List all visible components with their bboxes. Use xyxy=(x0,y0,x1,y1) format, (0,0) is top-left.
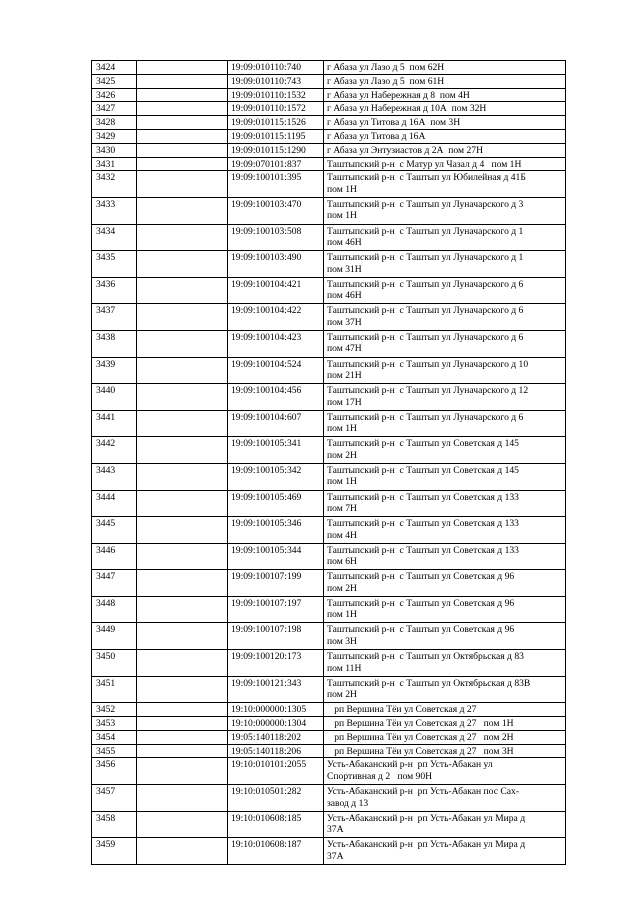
address-cell xyxy=(324,61,566,75)
row-number-cell: 3443 xyxy=(92,463,137,490)
table-row xyxy=(92,703,566,717)
table-row xyxy=(92,304,566,331)
empty-cell xyxy=(137,224,228,251)
address-cell xyxy=(324,224,566,251)
table-row xyxy=(92,88,566,102)
table-row xyxy=(92,650,566,677)
row-number-cell: 3433 xyxy=(92,197,137,224)
address-cell xyxy=(324,410,566,437)
row-number-cell: 3447 xyxy=(92,570,137,597)
empty-cell xyxy=(137,143,228,157)
address-cell xyxy=(324,543,566,570)
table-row xyxy=(92,116,566,130)
address-cell xyxy=(324,650,566,677)
address-line: Спортивная д 2 пом 90Н xyxy=(327,770,433,782)
cadastral-number-cell: 19:10:010501:282 xyxy=(228,785,324,812)
table-row xyxy=(92,730,566,744)
cadastral-number-cell: 19:09:100104:422 xyxy=(228,304,324,331)
cadastral-number-cell: 19:10:000000:1305 xyxy=(228,703,324,717)
row-number-cell: 3454 xyxy=(92,730,137,744)
address-line: Усть-Абаканский р-н рп Усть-Абакан ул Мира д xyxy=(327,839,526,851)
table-row xyxy=(92,811,566,838)
empty-cell xyxy=(137,116,228,130)
cadastral-number-cell: 19:09:100104:607 xyxy=(228,410,324,437)
table-row xyxy=(92,463,566,490)
table-row xyxy=(92,384,566,411)
row-number-cell: 3444 xyxy=(92,490,137,517)
address-line: Таштыпский р-н с Таштып ул Юбилейная д 41Б xyxy=(327,172,526,184)
address-line: г Абаза ул Энтузиастов д 2А пом 27Н xyxy=(327,144,484,156)
cadastral-number-cell: 19:09:100101:395 xyxy=(228,171,324,198)
empty-cell xyxy=(137,650,228,677)
table-row xyxy=(92,717,566,731)
empty-cell xyxy=(137,811,228,838)
empty-cell xyxy=(137,157,228,171)
cadastral-number-cell: 19:09:100105:344 xyxy=(228,543,324,570)
address-line: Таштыпский р-н с Таштып ул Советская д 145 xyxy=(327,438,519,450)
address-line: пом 6Н xyxy=(327,556,357,568)
row-number-cell: 3428 xyxy=(92,116,137,130)
address-line: пом 1Н xyxy=(327,183,357,195)
table-row xyxy=(92,517,566,544)
cadastral-number-cell: 19:09:100105:341 xyxy=(228,437,324,464)
empty-cell xyxy=(137,703,228,717)
address-line: Таштыпский р-н с Таштып ул Луначарского д 3 xyxy=(327,198,524,210)
row-number-cell: 3448 xyxy=(92,596,137,623)
address-line: рп Вершина Тёи ул Советская д 27 пом 2Н xyxy=(327,731,514,743)
empty-cell xyxy=(137,61,228,75)
empty-cell xyxy=(137,330,228,357)
row-number-cell: 3453 xyxy=(92,717,137,731)
address-cell xyxy=(324,197,566,224)
table-row xyxy=(92,251,566,278)
address-line: пом 37Н xyxy=(327,316,362,328)
cadastral-number-cell: 19:09:100105:342 xyxy=(228,463,324,490)
address-line: пом 46Н xyxy=(327,237,362,249)
row-number-cell: 3449 xyxy=(92,623,137,650)
table-row xyxy=(92,357,566,384)
address-cell xyxy=(324,490,566,517)
address-line: пом 47Н xyxy=(327,343,362,355)
row-number-cell: 3450 xyxy=(92,650,137,677)
address-line: пом 2Н xyxy=(327,689,357,701)
table-row xyxy=(92,758,566,785)
table-row xyxy=(92,785,566,812)
address-cell xyxy=(324,744,566,758)
address-line: Таштыпский р-н с Таштып ул Луначарского д 10 xyxy=(327,358,529,370)
address-cell xyxy=(324,143,566,157)
empty-cell xyxy=(137,517,228,544)
address-line: пом 7Н xyxy=(327,503,357,514)
address-line: пом 2Н xyxy=(327,449,357,461)
address-line: завод д 13 xyxy=(327,797,369,809)
address-line: Таштыпский р-н с Таштып ул Луначарского д 6 xyxy=(327,278,524,290)
address-line: г Абаза ул Лазо д 5 пом 61Н xyxy=(327,75,445,87)
row-number-cell: 3427 xyxy=(92,102,137,116)
row-number-cell: 3436 xyxy=(92,277,137,304)
cadastral-number-cell: 19:09:010110:1532 xyxy=(228,88,324,102)
table-row xyxy=(92,744,566,758)
table-row xyxy=(92,410,566,437)
address-cell xyxy=(324,437,566,464)
table-row xyxy=(92,676,566,703)
address-cell xyxy=(324,384,566,411)
empty-cell xyxy=(137,437,228,464)
address-line: рп Вершина Тёи ул Советская д 27 xyxy=(327,704,477,716)
address-line: Усть-Абаканский р-н рп Усть-Абакан пос Сах- xyxy=(327,786,520,798)
address-line: Таштыпский р-н с Таштып ул Советская д 133 xyxy=(327,544,519,556)
address-cell xyxy=(324,570,566,597)
table-row xyxy=(92,570,566,597)
cadastral-number-cell: 19:09:100103:508 xyxy=(228,224,324,251)
address-line: г Абаза ул Титова д 16А пом 3Н xyxy=(327,117,461,129)
table-row xyxy=(92,171,566,198)
address-cell xyxy=(324,357,566,384)
table-row xyxy=(92,330,566,357)
empty-cell xyxy=(137,730,228,744)
row-number-cell: 3439 xyxy=(92,357,137,384)
address-line: 37А xyxy=(327,850,344,862)
cadastral-number-cell: 19:05:140118:206 xyxy=(228,744,324,758)
address-cell xyxy=(324,171,566,198)
cadastral-number-cell: 19:09:010115:1290 xyxy=(228,143,324,157)
address-cell xyxy=(324,717,566,731)
empty-cell xyxy=(137,171,228,198)
address-line: г Абаза ул Титова д 16А xyxy=(327,130,426,142)
row-number-cell: 3459 xyxy=(92,838,137,865)
address-line: Усть-Абаканский р-н рп Усть-Абакан ул Мира д xyxy=(327,812,526,824)
registry-table-body xyxy=(92,61,566,865)
empty-cell xyxy=(137,129,228,143)
row-number-cell: 3424 xyxy=(92,61,137,75)
address-cell xyxy=(324,758,566,785)
empty-cell xyxy=(137,74,228,88)
cadastral-number-cell: 19:09:010110:740 xyxy=(228,61,324,75)
address-cell xyxy=(324,838,566,865)
address-cell xyxy=(324,730,566,744)
row-number-cell: 3456 xyxy=(92,758,137,785)
row-number-cell: 3426 xyxy=(92,88,137,102)
cadastral-number-cell: 19:09:100120:173 xyxy=(228,650,324,677)
cadastral-number-cell: 19:09:100104:423 xyxy=(228,330,324,357)
empty-cell xyxy=(137,623,228,650)
address-line: Таштыпский р-н с Таштып ул Советская д 133 xyxy=(327,491,519,503)
row-number-cell: 3440 xyxy=(92,384,137,411)
empty-cell xyxy=(137,304,228,331)
address-line: г Абаза ул Набережная д 10А пом 32Н xyxy=(327,103,487,115)
empty-cell xyxy=(137,543,228,570)
address-line: пом 11Н xyxy=(327,662,362,674)
address-line: Таштыпский р-н с Таштып ул Советская д 96 xyxy=(327,571,515,583)
cadastral-number-cell: 19:09:100105:346 xyxy=(228,517,324,544)
table-row xyxy=(92,74,566,88)
cadastral-number-cell: 19:09:100103:490 xyxy=(228,251,324,278)
address-line: Таштыпский р-н с Таштып ул Луначарского д 1 xyxy=(327,225,524,237)
table-row xyxy=(92,102,566,116)
empty-cell xyxy=(137,744,228,758)
cadastral-number-cell: 19:09:010110:743 xyxy=(228,74,324,88)
address-cell xyxy=(324,676,566,703)
table-row xyxy=(92,623,566,650)
address-line: пом 2Н xyxy=(327,582,357,594)
cadastral-number-cell: 19:09:100104:456 xyxy=(228,384,324,411)
empty-cell xyxy=(137,384,228,411)
cadastral-number-cell: 19:09:100103:470 xyxy=(228,197,324,224)
empty-cell xyxy=(137,596,228,623)
address-line: Таштыпский р-н с Таштып ул Луначарского д 6 xyxy=(327,331,524,343)
address-line: Таштыпский р-н с Таштып ул Луначарского д 6 xyxy=(327,305,524,317)
address-line: пом 21Н xyxy=(327,370,362,382)
cadastral-number-cell: 19:09:070101:837 xyxy=(228,157,324,171)
address-cell xyxy=(324,74,566,88)
row-number-cell: 3455 xyxy=(92,744,137,758)
cadastral-number-cell: 19:09:010110:1572 xyxy=(228,102,324,116)
empty-cell xyxy=(137,88,228,102)
address-cell xyxy=(324,517,566,544)
table-row xyxy=(92,543,566,570)
empty-cell xyxy=(137,410,228,437)
table-row xyxy=(92,277,566,304)
cadastral-number-cell: 19:09:010115:1526 xyxy=(228,116,324,130)
address-line: рп Вершина Тёи ул Советская д 27 пом 3Н xyxy=(327,745,514,757)
row-number-cell: 3438 xyxy=(92,330,137,357)
row-number-cell: 3442 xyxy=(92,437,137,464)
address-line: Таштыпский р-н с Таштып ул Луначарского д 6 xyxy=(327,411,524,423)
address-cell xyxy=(324,785,566,812)
row-number-cell: 3441 xyxy=(92,410,137,437)
address-line: Таштыпский р-н с Таштып ул Луначарского д 12 xyxy=(327,385,529,397)
address-line: Таштыпский р-н с Таштып ул Советская д 96 xyxy=(327,597,515,609)
row-number-cell: 3425 xyxy=(92,74,137,88)
address-line: Таштыпский р-н с Матур ул Чазал д 4 пом 1Н xyxy=(327,158,522,170)
address-line: Таштыпский р-н с Таштып ул Советская д 133 xyxy=(327,518,519,530)
address-cell xyxy=(324,277,566,304)
address-line: Таштыпский р-н с Таштып ул Октябрьская д 83 xyxy=(327,651,524,663)
table-row xyxy=(92,143,566,157)
address-line: пом 4Н xyxy=(327,529,357,541)
address-cell xyxy=(324,102,566,116)
row-number-cell: 3435 xyxy=(92,251,137,278)
cadastral-number-cell: 19:09:010115:1195 xyxy=(228,129,324,143)
address-cell xyxy=(324,129,566,143)
empty-cell xyxy=(137,490,228,517)
address-cell xyxy=(324,623,566,650)
row-number-cell: 3431 xyxy=(92,157,137,171)
empty-cell xyxy=(137,197,228,224)
row-number-cell: 3451 xyxy=(92,676,137,703)
address-cell xyxy=(324,330,566,357)
cadastral-number-cell: 19:09:100121:343 xyxy=(228,676,324,703)
address-cell xyxy=(324,304,566,331)
cadastral-number-cell: 19:09:100107:197 xyxy=(228,596,324,623)
row-number-cell: 3430 xyxy=(92,143,137,157)
address-line: рп Вершина Тёи ул Советская д 27 пом 1Н xyxy=(327,718,514,730)
cadastral-number-cell: 19:09:100107:199 xyxy=(228,570,324,597)
empty-cell xyxy=(137,785,228,812)
cadastral-number-cell: 19:10:010608:187 xyxy=(228,838,324,865)
row-number-cell: 3432 xyxy=(92,171,137,198)
address-cell xyxy=(324,251,566,278)
cadastral-number-cell: 19:09:100104:524 xyxy=(228,357,324,384)
address-line: 37А xyxy=(327,824,344,836)
address-line: пом 1Н xyxy=(327,210,357,222)
row-number-cell: 3446 xyxy=(92,543,137,570)
cadastral-number-cell: 19:09:100107:198 xyxy=(228,623,324,650)
empty-cell xyxy=(137,676,228,703)
address-line: Таштыпский р-н с Таштып ул Октябрьская д 83В xyxy=(327,677,531,689)
address-cell xyxy=(324,811,566,838)
address-line: г Абаза ул Набережная д 8 пом 4Н xyxy=(327,89,470,101)
address-cell xyxy=(324,596,566,623)
address-cell xyxy=(324,88,566,102)
row-number-cell: 3429 xyxy=(92,129,137,143)
address-line: пом 46Н xyxy=(327,290,362,302)
address-line: пом 17Н xyxy=(327,396,362,408)
cadastral-number-cell: 19:10:010608:185 xyxy=(228,811,324,838)
address-line: Таштыпский р-н с Таштып ул Советская д 96 xyxy=(327,624,515,636)
cadastral-number-cell: 19:09:100105:469 xyxy=(228,490,324,517)
address-line: пом 31Н xyxy=(327,263,362,275)
cadastral-number-cell: 19:10:010101:2055 xyxy=(228,758,324,785)
row-number-cell: 3445 xyxy=(92,517,137,544)
table-row xyxy=(92,197,566,224)
cadastral-number-cell: 19:09:100104:421 xyxy=(228,277,324,304)
empty-cell xyxy=(137,570,228,597)
address-line: Таштыпский р-н с Таштып ул Луначарского д 1 xyxy=(327,252,524,264)
row-number-cell: 3458 xyxy=(92,811,137,838)
table-row xyxy=(92,61,566,75)
table-row xyxy=(92,224,566,251)
cadastral-number-cell: 19:10:000000:1304 xyxy=(228,717,324,731)
table-row xyxy=(92,838,566,865)
empty-cell xyxy=(137,463,228,490)
cadastral-number-cell: 19:05:140118:202 xyxy=(228,730,324,744)
address-line: пом 1Н xyxy=(327,476,357,488)
address-line: пом 1Н xyxy=(327,423,357,435)
empty-cell xyxy=(137,102,228,116)
row-number-cell: 3434 xyxy=(92,224,137,251)
address-cell xyxy=(324,116,566,130)
row-number-cell: 3452 xyxy=(92,703,137,717)
registry-table xyxy=(91,60,566,865)
address-cell xyxy=(324,463,566,490)
empty-cell xyxy=(137,357,228,384)
empty-cell xyxy=(137,758,228,785)
address-cell xyxy=(324,157,566,171)
address-line: пом 1Н xyxy=(327,609,357,621)
table-row xyxy=(92,129,566,143)
empty-cell xyxy=(137,277,228,304)
address-line: пом 3Н xyxy=(327,635,357,647)
empty-cell xyxy=(137,717,228,731)
table-row xyxy=(92,490,566,517)
address-line: Таштыпский р-н с Таштып ул Советская д 145 xyxy=(327,464,519,476)
address-line: Усть-Абаканский р-н рп Усть-Абакан ул xyxy=(327,759,493,771)
empty-cell xyxy=(137,838,228,865)
row-number-cell: 3437 xyxy=(92,304,137,331)
table-row xyxy=(92,437,566,464)
empty-cell xyxy=(137,251,228,278)
address-cell xyxy=(324,703,566,717)
row-number-cell: 3457 xyxy=(92,785,137,812)
table-row xyxy=(92,596,566,623)
table-row xyxy=(92,157,566,171)
address-line: г Абаза ул Лазо д 5 пом 62Н xyxy=(327,62,445,73)
